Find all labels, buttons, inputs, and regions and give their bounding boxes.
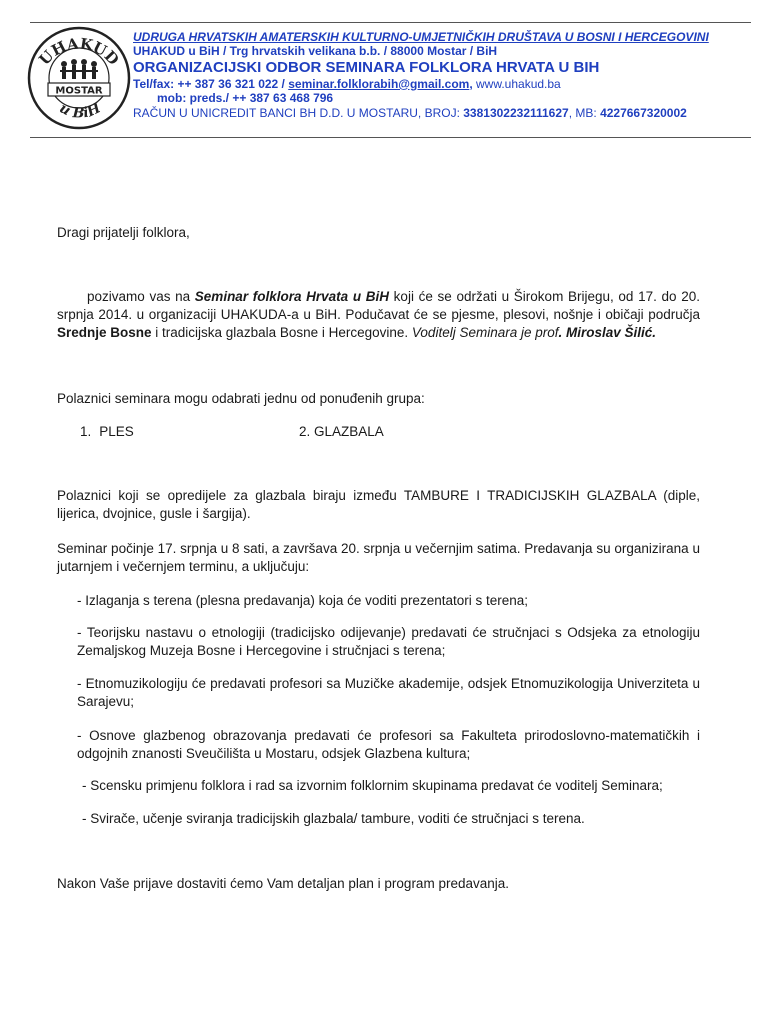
list-item-music-education: - Osnove glazbenog obrazovanja predavati će profesori sa Fakulteta prirodoslovno-matematičkih i odgojnih znanosti Sveučilišta u Mostaru, odsjek Glazbena kultura;: [77, 728, 700, 761]
letterhead-text: [133, 30, 709, 120]
list-item-ethnomusicology: - Etnomuzikologiju će predavati profesori sa Muzičke akademije, odsjek Etnomuzikologija Univerziteta u Sarajevu;: [77, 676, 700, 709]
association-address: UHAKUD u BiH / Trg hrvatskih velikana b.b. / 88000 Mostar / BiH: [133, 44, 498, 59]
mobile-number: mob: preds./ ++ 387 63 468 796: [157, 91, 334, 106]
contact-line: [133, 77, 709, 91]
email-link[interactable]: seminar.folklorabih@gmail.com: [288, 76, 470, 91]
organizing-committee: ORGANIZACIJSKI ODBOR SEMINARA FOLKLORA HRVATA U BIH: [133, 58, 600, 76]
closing-line: Nakon Vaše prijave dostaviti ćemo Vam detaljan plan i program predavanja.: [57, 876, 509, 891]
group-1: [80, 424, 134, 439]
bank-line: [133, 106, 709, 120]
logo-text-top: UHAKUD: [35, 34, 123, 69]
invitation-text-c: i tradicijska glazbala Bosne i Hercegovine.: [151, 325, 412, 340]
mb-number: 4227667320002: [600, 105, 687, 120]
seminar-name: Seminar folklora Hrvata u BiH: [194, 289, 390, 304]
header-rule-top: [30, 22, 751, 23]
uhakud-logo: [26, 20, 132, 132]
svg-text:u BiH: [57, 100, 104, 122]
list-item-stage-folklore: - Scensku primjenu folklora i rad sa izvornim folklornim skupinama predavat će voditelj Seminara;: [82, 778, 663, 793]
website-link[interactable]: www.uhakud.ba: [476, 76, 561, 91]
logo-text-bottom: u BiH: [56, 100, 104, 122]
paragraph-schedule: Seminar počinje 17. srpnja u 8 sati, a završava 20. srpnja u večernjim satima. Predavanja su organizirana u jutarnjem i večernjem terminu, a uključuju:: [57, 541, 700, 574]
region-name: Srednje Bosne: [57, 325, 152, 340]
groups-intro: Polaznici seminara mogu odabrati jednu od ponuđenih grupa:: [57, 391, 425, 406]
list-item-instruments: - Svirače, učenje sviranja tradicijskih glazbala/ tambure, voditi će stručnjaci s terena.: [82, 811, 585, 826]
logo-text-middle: MOSTAR: [55, 85, 103, 97]
tel-fax: Tel/fax: ++ 387 36 321 022 /: [133, 76, 289, 91]
invitation-text-b: koji će se održati u Širokom Brijegu, od 17. do 20. srpnja 2014. u organizaciji UHAKUDA-a u BiH. Podučavat će se pjesme, plesovi, nošnje i običaji područja: [57, 289, 700, 322]
leader-name: . Miroslav Šilić.: [558, 325, 657, 340]
group-2: 2. GLAZBALA: [299, 424, 384, 439]
paragraph-invitation: [57, 288, 700, 342]
header-rule-bottom: [30, 137, 751, 138]
website-separator: ,: [469, 76, 476, 91]
dancers-figure: [60, 59, 98, 79]
bank-account: 3381302232111627: [463, 105, 569, 120]
mb-label: , MB:: [568, 105, 601, 120]
list-item-ethnology: - Teorijsku nastavu o etnologiji (tradicijsko odijevanje) predavati će stručnjaci s Odsjeka za etnologiju Zemaljskog Muzeja Bosne i Hercegovine i stručnjaci s terena;: [77, 625, 700, 658]
invitation-text-a: pozivamo vas na: [87, 289, 195, 304]
bank-label: RAČUN U UNICREDIT BANCI BH D.D. U MOSTARU, BROJ:: [133, 105, 464, 120]
greeting: Dragi prijatelji folklora,: [57, 225, 190, 240]
leader-label: Voditelj Seminara je prof: [411, 325, 559, 340]
group-1-number: 1.: [80, 424, 92, 439]
list-item-field-lectures: - Izlaganja s terena (plesna predavanja) koja će voditi prezentatori s terena;: [77, 593, 529, 608]
group-1-label: PLES: [99, 424, 134, 439]
letterhead: [0, 0, 768, 140]
paragraph-instruments: Polaznici koji se opredijele za glazbala biraju između TAMBURE I TRADICIJSKIH GLAZBALA (diple, lijerica, dvojnice, gusle i šargija).: [57, 488, 700, 521]
association-name: UDRUGA HRVATSKIH AMATERSKIH KULTURNO-UMJETNIČKIH DRUŠTAVA U BOSNI I HERCEGOVINI: [133, 30, 709, 44]
